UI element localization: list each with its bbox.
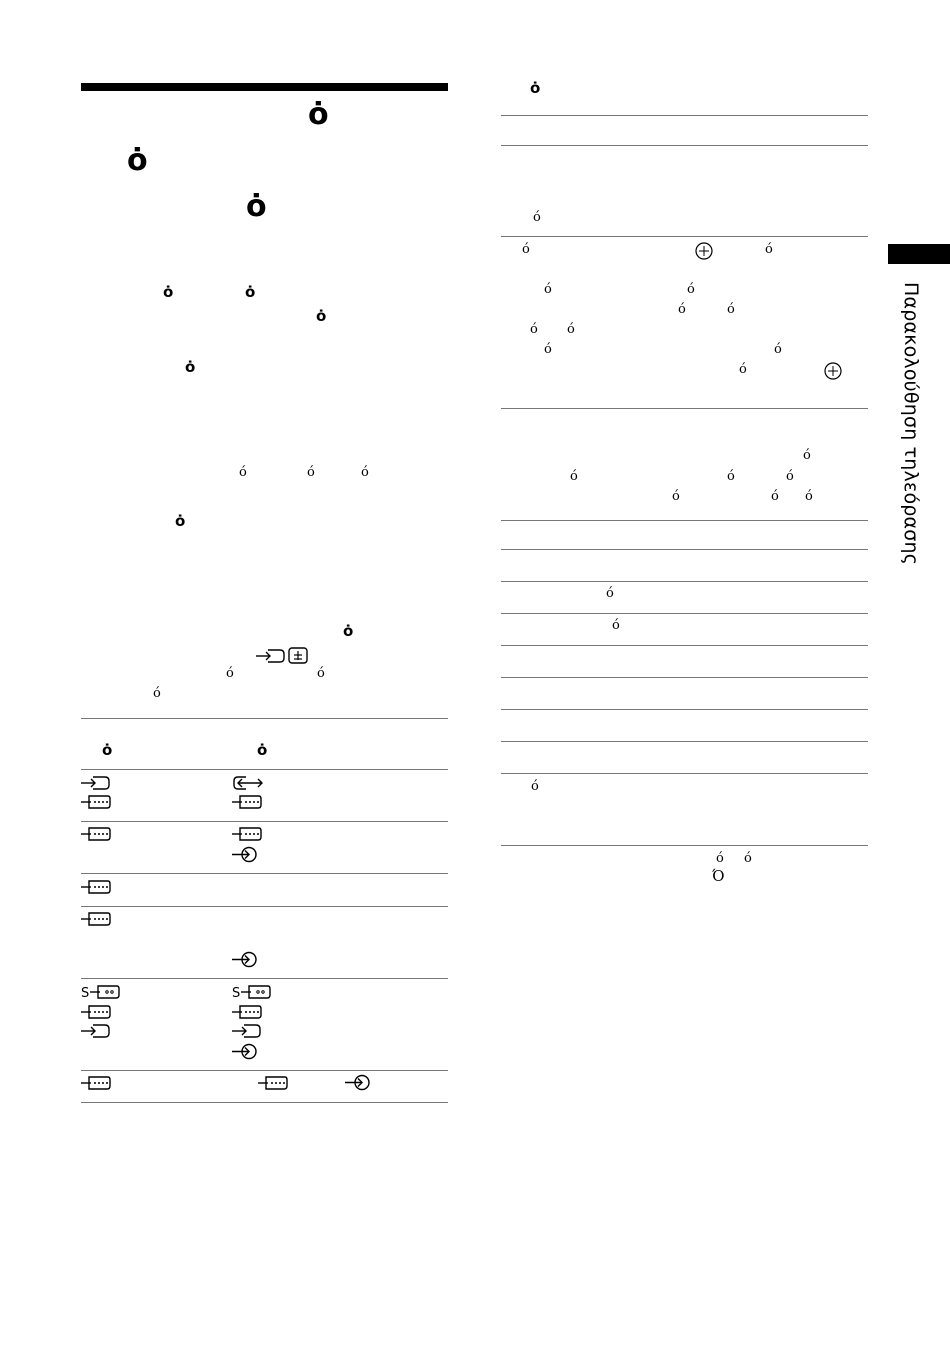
right-rule [501,645,868,646]
right-glyph: ό [606,586,614,601]
right-glyph: ό [727,302,735,317]
right-glyph: ό [803,448,811,463]
circle-plus-icon [824,362,842,380]
right-glyph: ό [687,282,695,297]
scart-connector-icon [232,826,262,842]
round-jack-icon [232,951,258,968]
scart-connector-icon [81,879,111,895]
table-header-glyph: ȯ [257,741,268,759]
right-rule [501,613,868,614]
right-heading-glyph: ȯ [530,79,541,97]
table-rule [81,821,448,822]
side-tab-marker [888,244,950,264]
round-jack-icon [232,846,258,863]
round-jack-icon [232,1043,258,1060]
right-rule [501,709,868,710]
body-glyph: ό [239,465,247,480]
svg-text:S: S [232,986,241,1000]
svg-text:S: S [81,986,90,1000]
body-glyph: ȯ [245,283,256,301]
heading-rule [81,83,448,91]
scart-connector-icon [232,794,262,810]
input-arrow-icon [81,1023,111,1039]
table-rule [81,978,448,979]
right-glyph: ό [786,469,794,484]
table-header-glyph: ȯ [102,741,113,759]
table-rule [81,1102,448,1103]
bidirectional-input-icon [232,775,264,791]
heading-glyph-3: ȯ [246,189,267,224]
body-glyph: ȯ [185,358,196,376]
right-glyph: ό [567,322,575,337]
scart-connector-icon [232,1004,262,1020]
heading-glyph-1: ȯ [308,97,329,132]
circle-plus-icon [695,242,713,260]
right-glyph: ό [805,489,813,504]
right-rule [501,520,868,521]
right-glyph: ό [544,282,552,297]
right-glyph: ό [612,618,620,633]
scart-connector-icon [81,826,111,842]
right-rule [501,145,868,146]
body-glyph: ȯ [316,307,327,325]
s-video-icon [232,984,272,1000]
right-glyph: ό [570,469,578,484]
body-glyph: ό [317,666,325,681]
input-arrow-icon [232,1023,262,1039]
table-rule [81,769,448,770]
scart-connector-icon [81,1075,111,1091]
right-glyph: ό [531,779,539,794]
body-glyph: ό [153,686,161,701]
right-rule [501,677,868,678]
body-glyph: ȯ [343,622,354,640]
table-rule [81,718,448,719]
right-glyph: ό [533,210,541,225]
right-glyph: ό [678,302,686,317]
input-arrow-icon [256,648,286,664]
right-rule [501,581,868,582]
side-tab-label: Παρακολούθηση τηλεόρασης [900,282,922,566]
input-arrow-icon [81,775,111,791]
scart-connector-icon [81,794,111,810]
table-rule [81,873,448,874]
right-glyph: ό [544,342,552,357]
right-glyph: ό [739,362,747,377]
scart-connector-icon [258,1075,288,1091]
table-rule [81,906,448,907]
body-glyph: ό [307,465,315,480]
body-glyph: ȯ [163,283,174,301]
heading-glyph-2: ȯ [127,143,148,178]
right-glyph: ό [774,342,782,357]
right-rule [501,115,868,116]
body-glyph: ȯ [175,512,186,530]
body-glyph: ό [361,465,369,480]
right-glyph: ό [727,469,735,484]
right-rule [501,236,868,237]
round-jack-icon [345,1074,371,1091]
right-glyph: ό [765,242,773,257]
right-glyph: ό [771,489,779,504]
teletext-icon [288,647,308,664]
right-rule [501,741,868,742]
table-rule [81,1070,448,1071]
scart-connector-icon [81,911,111,927]
right-glyph: ό [530,322,538,337]
scart-connector-icon [81,1004,111,1020]
right-glyph: ό [744,851,752,866]
right-rule [501,773,868,774]
right-rule [501,549,868,550]
right-rule [501,845,868,846]
body-glyph: ό [226,666,234,681]
s-video-icon [81,984,121,1000]
right-glyph: ό [672,489,680,504]
right-glyph: ό [522,242,530,257]
right-rule [501,408,868,409]
right-glyph: Ό [712,867,725,885]
right-glyph: ό [716,851,724,866]
